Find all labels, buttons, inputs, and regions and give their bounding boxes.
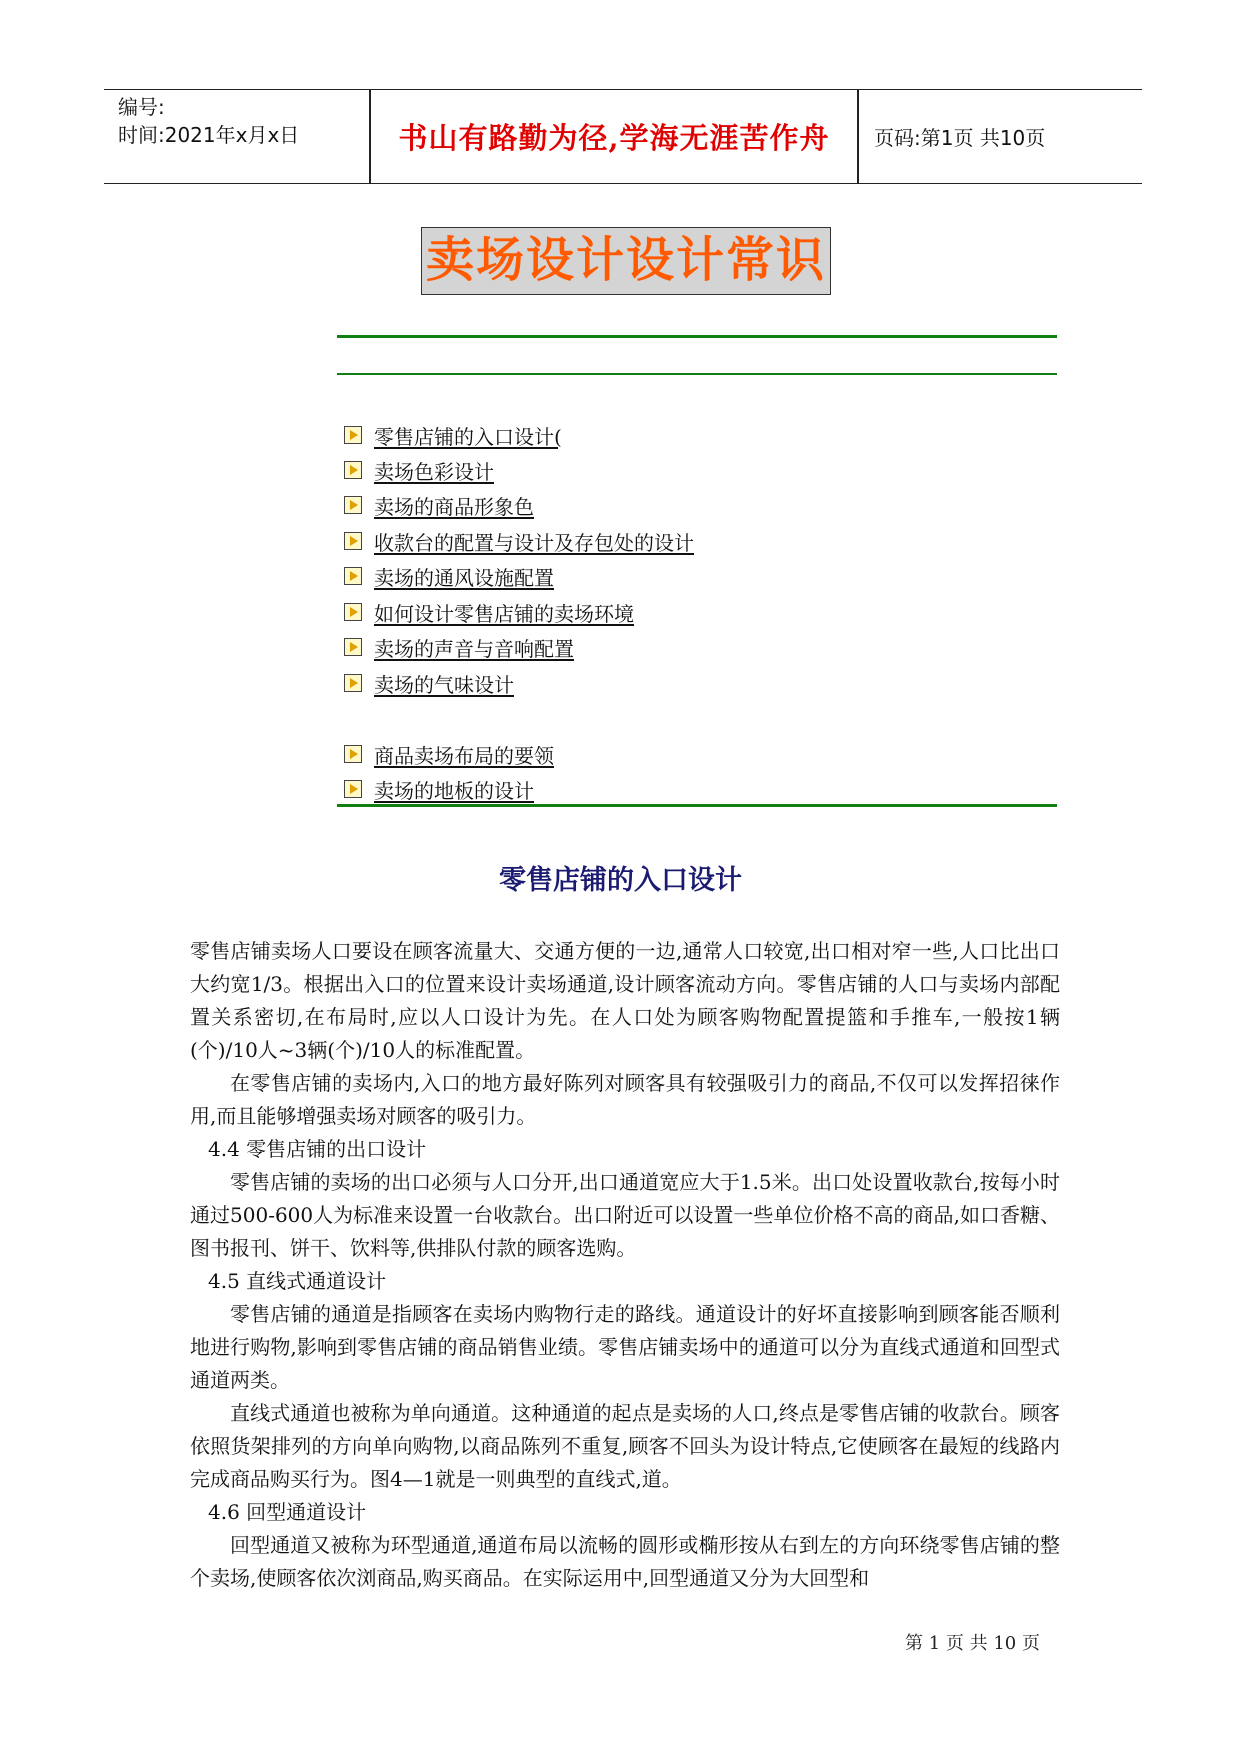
toc-item[interactable] xyxy=(344,739,554,769)
document-title: 卖场设计设计常识 xyxy=(421,227,831,295)
paragraph: 在零售店铺的卖场内,入口的地方最好陈列对顾客具有较强吸引力的商品,不仅可以发挥招徕作用,而且能够增强卖场对顾客的吸引力。 xyxy=(190,1071,1060,1128)
paragraph: 回型通道又被称为环型通道,通道布局以流畅的圆形或椭形按从右到左的方向环绕零售店铺的整个卖场,使顾客依次浏商品,购买商品。在实际运用中,回型通道又分为大回型和 xyxy=(190,1533,1060,1590)
toc-item[interactable] xyxy=(344,774,534,804)
arrow-icon xyxy=(344,426,362,444)
toc-item[interactable] xyxy=(344,597,634,627)
arrow-icon xyxy=(344,674,362,692)
toc-item[interactable] xyxy=(344,632,574,662)
arrow-icon xyxy=(344,638,362,656)
page-footer: 第 1 页 共 10 页 xyxy=(905,1633,1040,1654)
section-title: 零售店铺的入口设计 xyxy=(499,865,742,896)
document-time-label: 时间:2021年x月x日 xyxy=(118,123,300,147)
green-rule xyxy=(337,335,1057,338)
arrow-icon xyxy=(344,461,362,479)
arrow-icon xyxy=(344,603,362,621)
green-rule xyxy=(337,373,1057,375)
header-divider xyxy=(857,90,859,183)
header-motto: 书山有路勤为径,学海无涯苦作舟 xyxy=(398,121,830,155)
toc-item[interactable] xyxy=(344,490,534,520)
toc-link[interactable]: 商品卖场布局的要领 xyxy=(374,743,554,768)
subheading: 4.6 回型通道设计 xyxy=(208,1500,367,1524)
toc-link[interactable]: 卖场的气味设计 xyxy=(374,672,514,697)
toc-item[interactable] xyxy=(344,420,562,450)
paragraph: 零售店铺卖场人口要设在顾客流量大、交通方便的一边,通常人口较宽,出口相对窄一些,人口比出口大约宽1/3。根据出入口的位置来设计卖场通道,设计顾客流动方向。零售店铺的人口与卖场内部配置关系密切,在布局时,应以人口设计为先。在人口处为顾客购物配置提篮和手推车,一般按1辆(个)/10人~3辆(个)/10人的标准配置。 xyxy=(190,939,1060,1062)
toc-item[interactable] xyxy=(344,668,514,698)
toc-link[interactable]: 收款台的配置与设计及存包处的设计 xyxy=(374,530,694,555)
toc-link[interactable]: 零售店铺的入口设计( xyxy=(374,424,562,449)
toc-link[interactable]: 卖场色彩设计 xyxy=(374,459,494,484)
arrow-icon xyxy=(344,780,362,798)
green-rule xyxy=(337,804,1057,807)
toc-item[interactable] xyxy=(344,455,494,485)
paragraph: 零售店铺的通道是指顾客在卖场内购物行走的路线。通道设计的好坏直接影响到顾客能否顺利地进行购物,影响到零售店铺的商品销售业绩。零售店铺卖场中的通道可以分为直线式通道和回型式通道两类。 xyxy=(190,1302,1060,1392)
page-header xyxy=(104,89,1142,184)
arrow-icon xyxy=(344,532,362,550)
arrow-icon xyxy=(344,745,362,763)
arrow-icon xyxy=(344,496,362,514)
paragraph: 零售店铺的卖场的出口必须与人口分开,出口通道宽应大于1.5米。出口处设置收款台,按每小时通过500-600人为标准来设置一台收款台。出口附近可以设置一些单位价格不高的商品,如口香糖、图书报刊、饼干、饮料等,供排队付款的顾客选购。 xyxy=(190,1170,1060,1260)
body-text xyxy=(190,935,1060,1595)
toc-link[interactable]: 卖场的商品形象色 xyxy=(374,494,534,519)
paragraph: 直线式通道也被称为单向通道。这种通道的起点是卖场的人口,终点是零售店铺的收款台。顾客依照货架排列的方向单向购物,以商品陈列不重复,顾客不回头为设计特点,它使顾客在最短的线路内完成商品购买行为。图4—1就是一则典型的直线式,道。 xyxy=(190,1401,1060,1491)
document-number-label: 编号: xyxy=(118,95,165,119)
toc-link[interactable]: 卖场的地板的设计 xyxy=(374,778,534,803)
toc-link[interactable]: 如何设计零售店铺的卖场环境 xyxy=(374,601,634,626)
toc-link[interactable]: 卖场的通风设施配置 xyxy=(374,565,554,590)
arrow-icon xyxy=(344,567,362,585)
header-meta xyxy=(118,93,368,149)
toc-link[interactable]: 卖场的声音与音响配置 xyxy=(374,636,574,661)
header-page-info: 页码:第1页 共10页 xyxy=(874,126,1046,150)
toc-item[interactable] xyxy=(344,561,554,591)
subheading: 4.5 直线式通道设计 xyxy=(208,1269,387,1293)
subheading: 4.4 零售店铺的出口设计 xyxy=(208,1137,427,1161)
toc-item[interactable] xyxy=(344,526,694,556)
